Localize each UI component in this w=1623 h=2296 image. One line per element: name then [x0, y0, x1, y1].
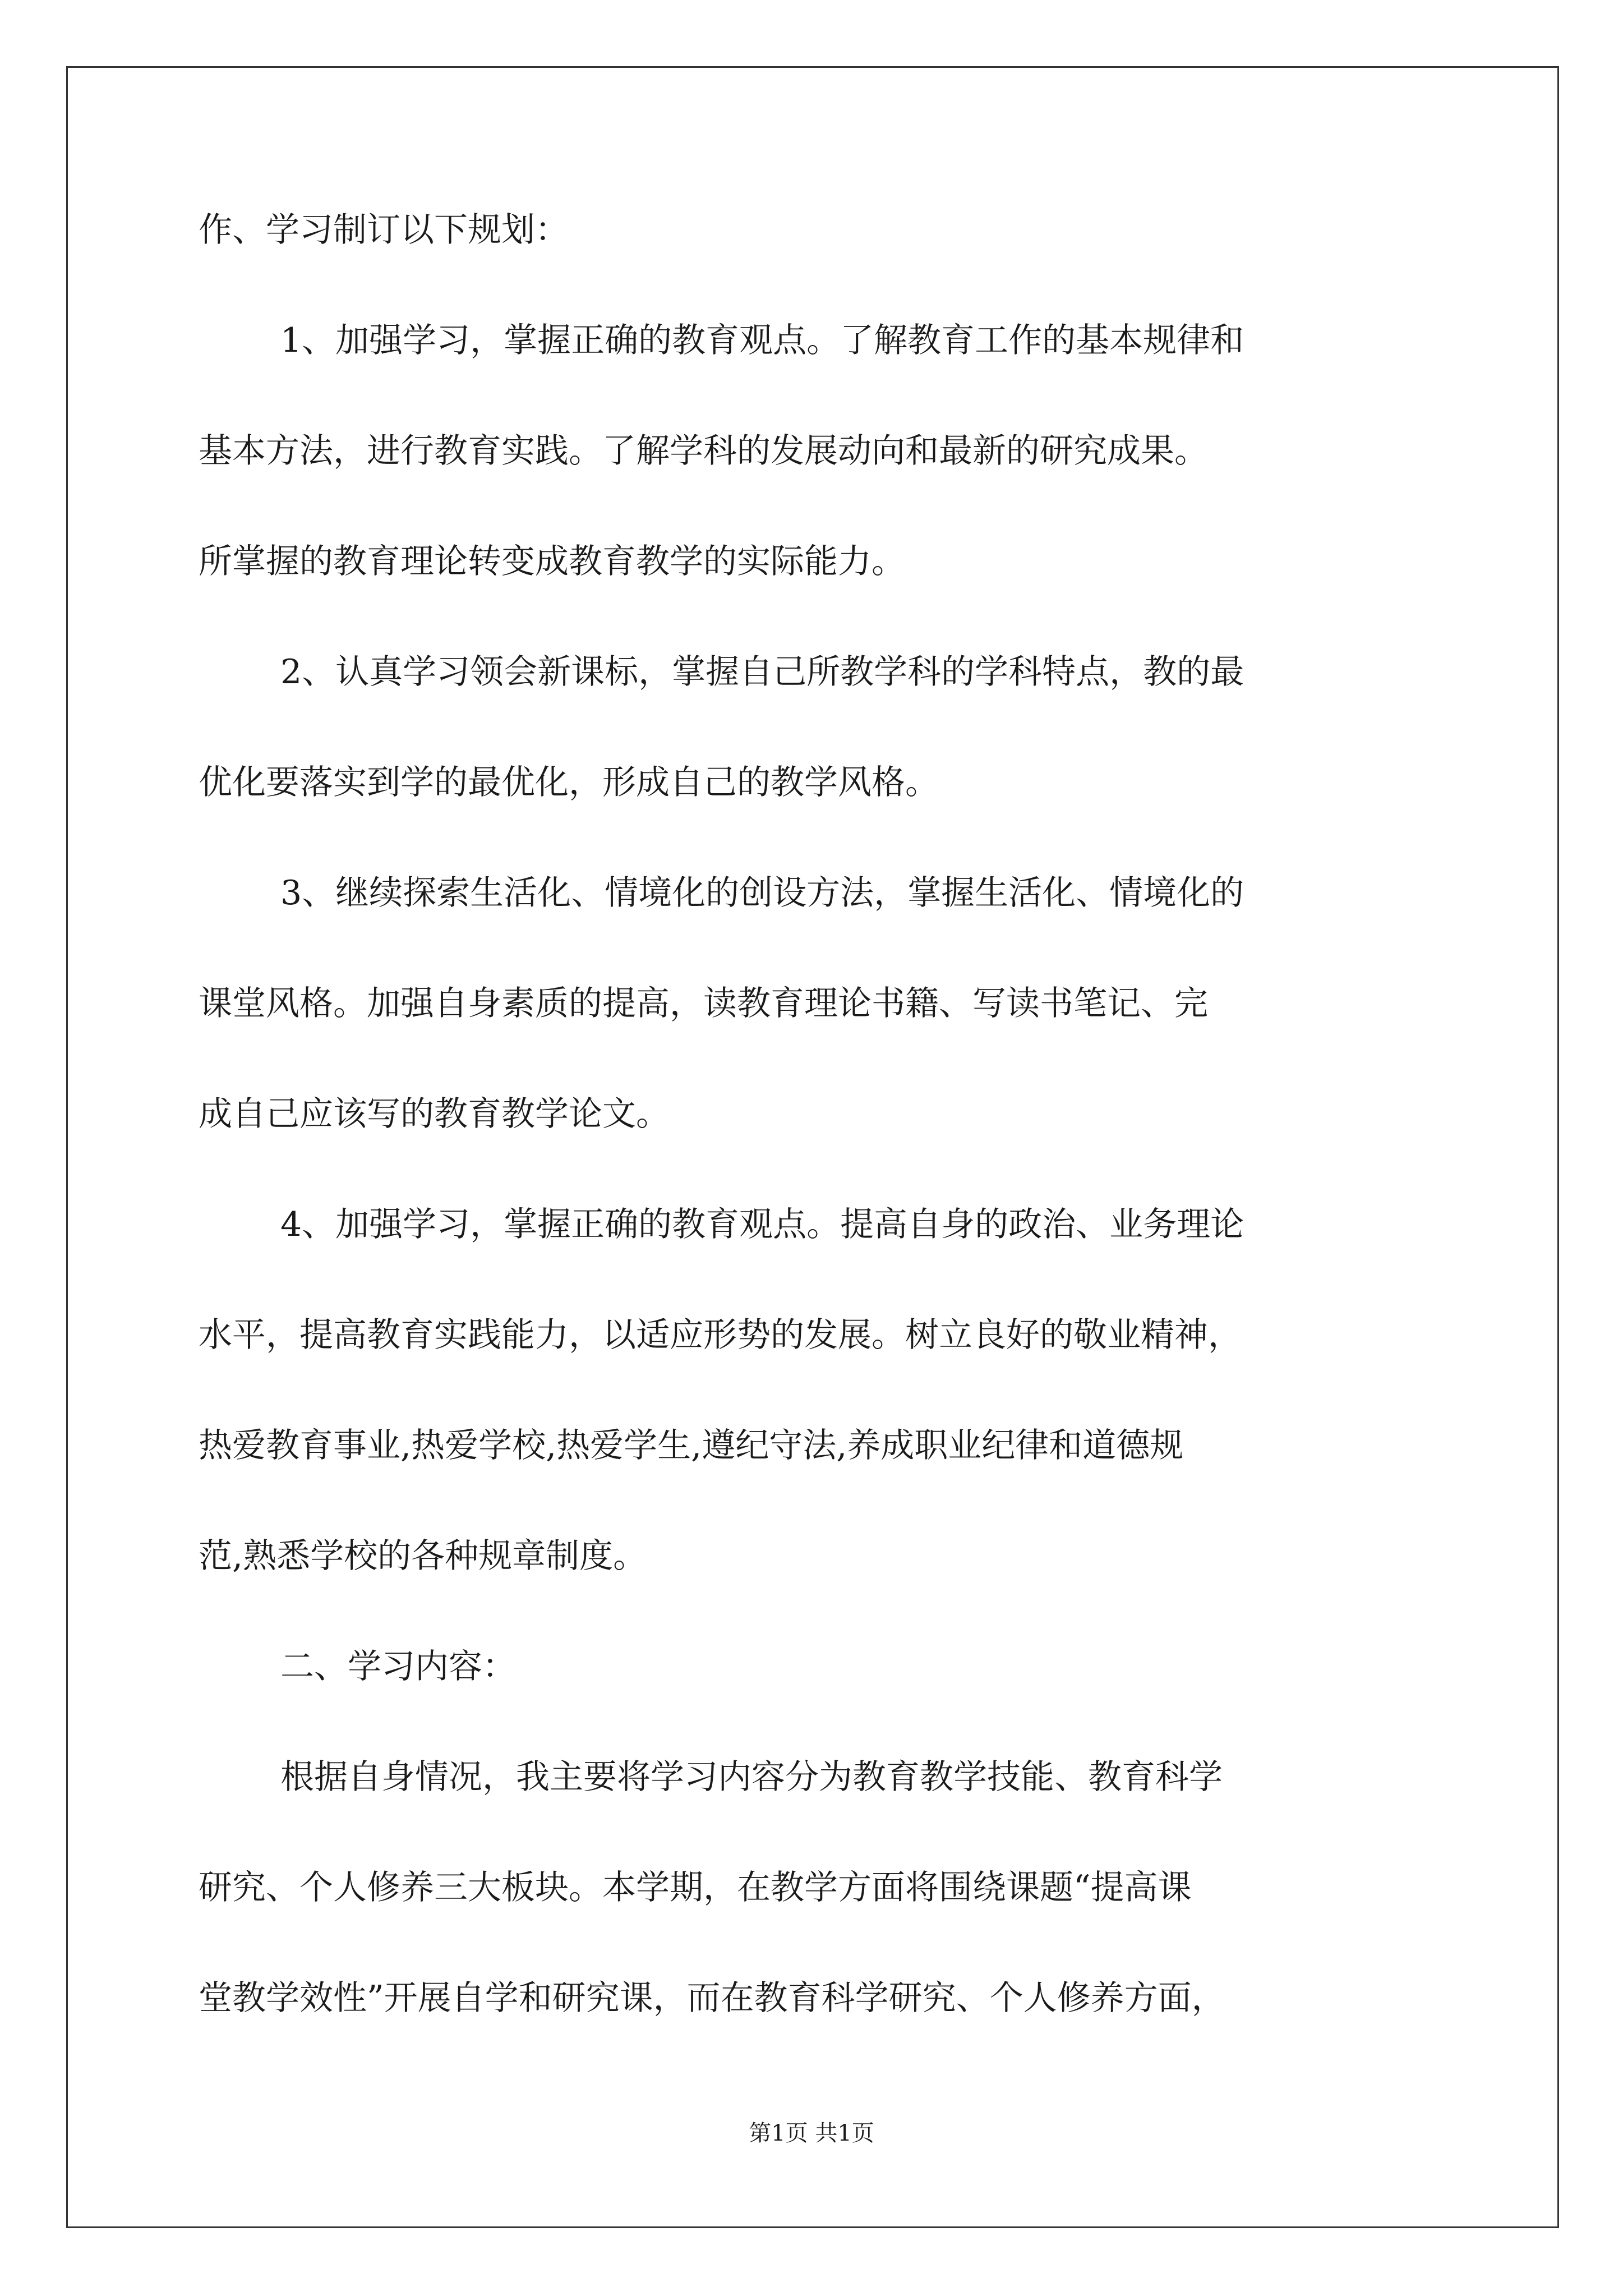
text-line: 研究、个人修养三大板块。本学期，在教学方面将围绕课题“提高课 [199, 1868, 1192, 1907]
text-line: 成自己应该写的教育教学论文。 [199, 1094, 670, 1134]
text-line: 水平，提高教育实践能力，以适应形势的发展。树立良好的敬业精神， [199, 1315, 1242, 1355]
page-footer: 第1页 共1页 [749, 2120, 874, 2146]
text-line: 热爱教育事业,热爱学校,热爱学生,遵纪守法,养成职业纪律和道德规 [199, 1426, 1184, 1465]
text-line: 作、学习制订以下规划： [199, 210, 569, 250]
text-line: 4、加强学习，掌握正确的教育观点。提高自身的政治、业务理论 [280, 1205, 1244, 1244]
text-line: 基本方法，进行教育实践。了解学科的发展动向和最新的研究成果。 [199, 431, 1208, 471]
text-line: 范,熟悉学校的各种规章制度。 [199, 1536, 647, 1576]
text-line: 2、认真学习领会新课标，掌握自己所教学科的学科特点，教的最 [280, 652, 1244, 692]
text-line: 3、继续探索生活化、情境化的创设方法，掌握生活化、情境化的 [280, 873, 1244, 913]
text-line: 课堂风格。加强自身素质的提高，读教育理论书籍、写读书笔记、完 [199, 984, 1208, 1023]
text-line: 所掌握的教育理论转变成教育教学的实际能力。 [199, 542, 905, 581]
text-line: 二、学习内容： [280, 1647, 516, 1686]
text-line: 1、加强学习，掌握正确的教育观点。了解教育工作的基本规律和 [280, 321, 1244, 360]
text-line: 根据自身情况，我主要将学习内容分为教育教学技能、教育科学 [280, 1757, 1223, 1797]
text-line: 优化要落实到学的最优化，形成自己的教学风格。 [199, 763, 939, 802]
text-line: 堂教学效性”开展自学和研究课，而在教育科学研究、个人修养方面， [199, 1978, 1225, 2018]
document-body [199, 210, 1427, 2092]
